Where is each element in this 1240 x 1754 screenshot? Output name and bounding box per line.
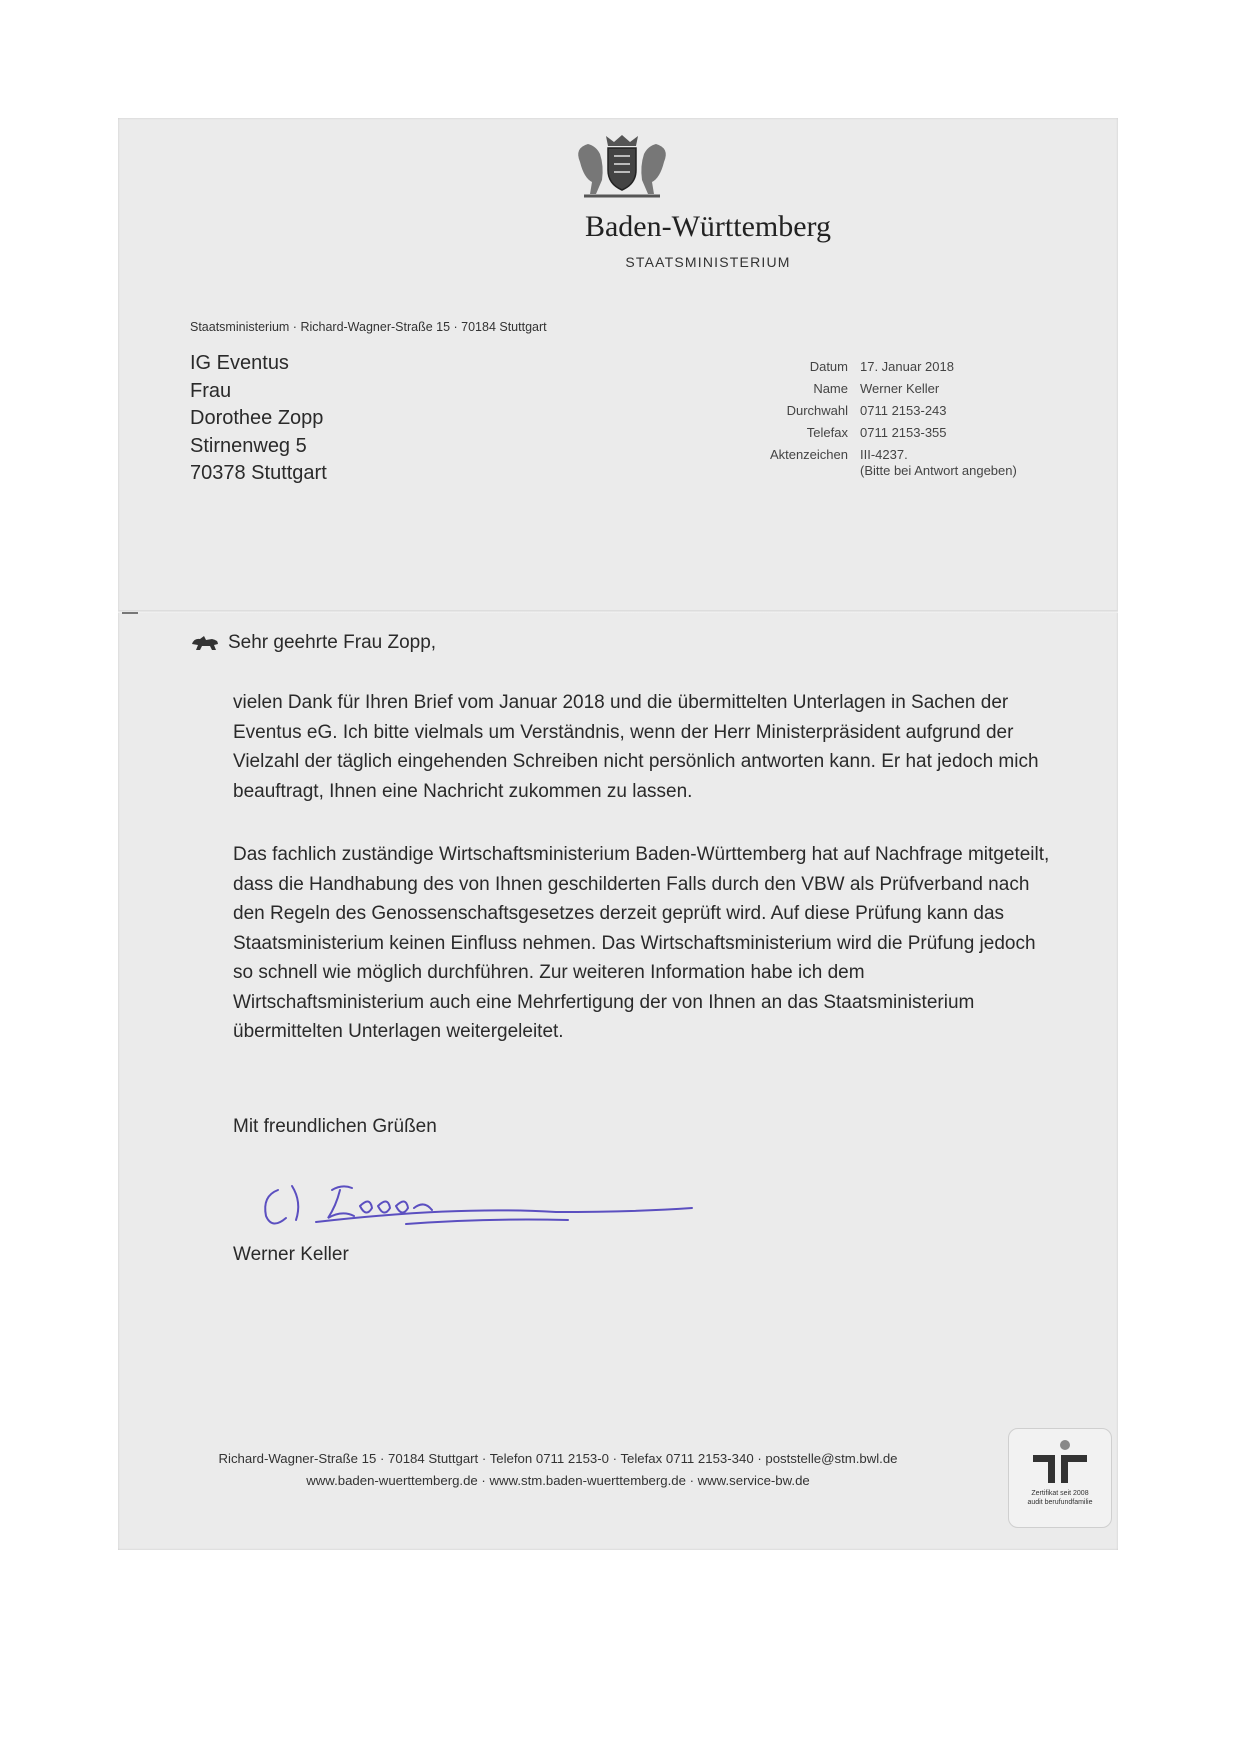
meta-value: Werner Keller — [860, 381, 940, 396]
certificate-text — [1013, 1489, 1107, 1507]
letter-body — [233, 688, 1053, 1081]
meta-label: Name — [813, 381, 848, 396]
brand-subtitle: STAATSMINISTERIUM — [625, 254, 791, 270]
recipient-line: Stirnenweg 5 — [190, 434, 307, 457]
signer-name: Werner Keller — [233, 1244, 349, 1265]
lion-icon — [190, 634, 220, 652]
meta-value: 17. Januar 2018 — [860, 359, 954, 374]
meta-row-name — [678, 378, 1017, 400]
meta-row-date — [678, 356, 1017, 378]
meta-label: Aktenzeichen — [769, 447, 848, 462]
certificate-badge — [1008, 1428, 1112, 1528]
paper-fold — [118, 610, 1118, 613]
salutation — [190, 632, 436, 654]
certificate-line: audit berufundfamilie — [1027, 1499, 1093, 1506]
fold-mark — [122, 612, 138, 614]
body-paragraph: vielen Dank für Ihren Brief vom Januar 2018 und die übermittelten Unterlagen in Sachen der Eventus eG. Ich bitte vielmals um Verständnis, wenn der Herr Ministerpräsident aufgrund der Vielzahl der täglich eingehenden Schreiben nicht persönlich antworten kann. Er hat jedoch mich beauftragt, Ihnen eine Nachricht zukommen zu lassen. — [233, 692, 1039, 802]
handwritten-signature — [256, 1166, 696, 1246]
meta-label: Durchwahl — [786, 403, 848, 418]
sender-return-address: Staatsministerium · Richard-Wagner-Straße 15 · 70184 Stuttgart — [190, 320, 547, 334]
reference-block — [678, 356, 1017, 482]
meta-row-fax — [678, 422, 1017, 444]
audit-logo-icon — [1031, 1439, 1091, 1485]
recipient-line: 70378 Stuttgart — [190, 462, 327, 484]
recipient-line: Frau — [190, 379, 232, 402]
meta-row-phone — [678, 400, 1017, 422]
recipient-line: Dorothee Zopp — [190, 407, 324, 429]
meta-value: 0711 2153-243 — [860, 403, 947, 418]
meta-value: 0711 2153-355 — [860, 425, 947, 440]
footer-contact-line: Richard-Wagner-Straße 15 · 70184 Stuttgart · Telefon 0711 2153-0 · Telefax 0711 2153-340 · poststelle@stm.bwl.de — [218, 1451, 898, 1466]
recipient-address — [190, 350, 327, 488]
reference-note: (Bitte bei Antwort angeben) — [860, 463, 1017, 478]
footer-web-line: www.baden-wuerttemberg.de · www.stm.baden-wuerttemberg.de · www.service-bw.de — [306, 1473, 810, 1488]
meta-value: III-4237. — [860, 447, 908, 462]
recipient-line: IG Eventus — [190, 352, 289, 374]
body-paragraph: Das fachlich zuständige Wirtschaftsministerium Baden-Württemberg hat auf Nachfrage mitgeteilt, dass die Handhabung des von Ihnen geschilderten Falls durch den VBW als Prüfverband nach den Regeln des Genossenschaftsgesetzes derzeit geprüft wird. Auf diese Prüfung kann das Staatsministerium keinen Einfluss nehmen. Das Wirtschaftsministerium wird die Prüfung jedoch so schnell wie möglich durchführen. Zur weiteren Information habe ich dem Wirtschaftsministerium auch eine Mehrfertigung der von Ihnen an das Staatsministerium übermittelten Unterlagen weitergeleitet. — [233, 844, 1050, 1042]
closing: Mit freundlichen Grüßen — [233, 1116, 437, 1137]
brand-title: Baden-Württemberg — [584, 210, 832, 243]
meta-label: Datum — [809, 359, 848, 374]
coat-of-arms-icon — [566, 132, 678, 202]
certificate-line: Zertifikat seit 2008 — [1031, 1490, 1089, 1497]
letter-sheet — [118, 118, 1118, 1550]
meta-label: Telefax — [806, 425, 848, 440]
salutation-text: Sehr geehrte Frau Zopp, — [228, 632, 437, 653]
letter-footer — [178, 1448, 938, 1492]
